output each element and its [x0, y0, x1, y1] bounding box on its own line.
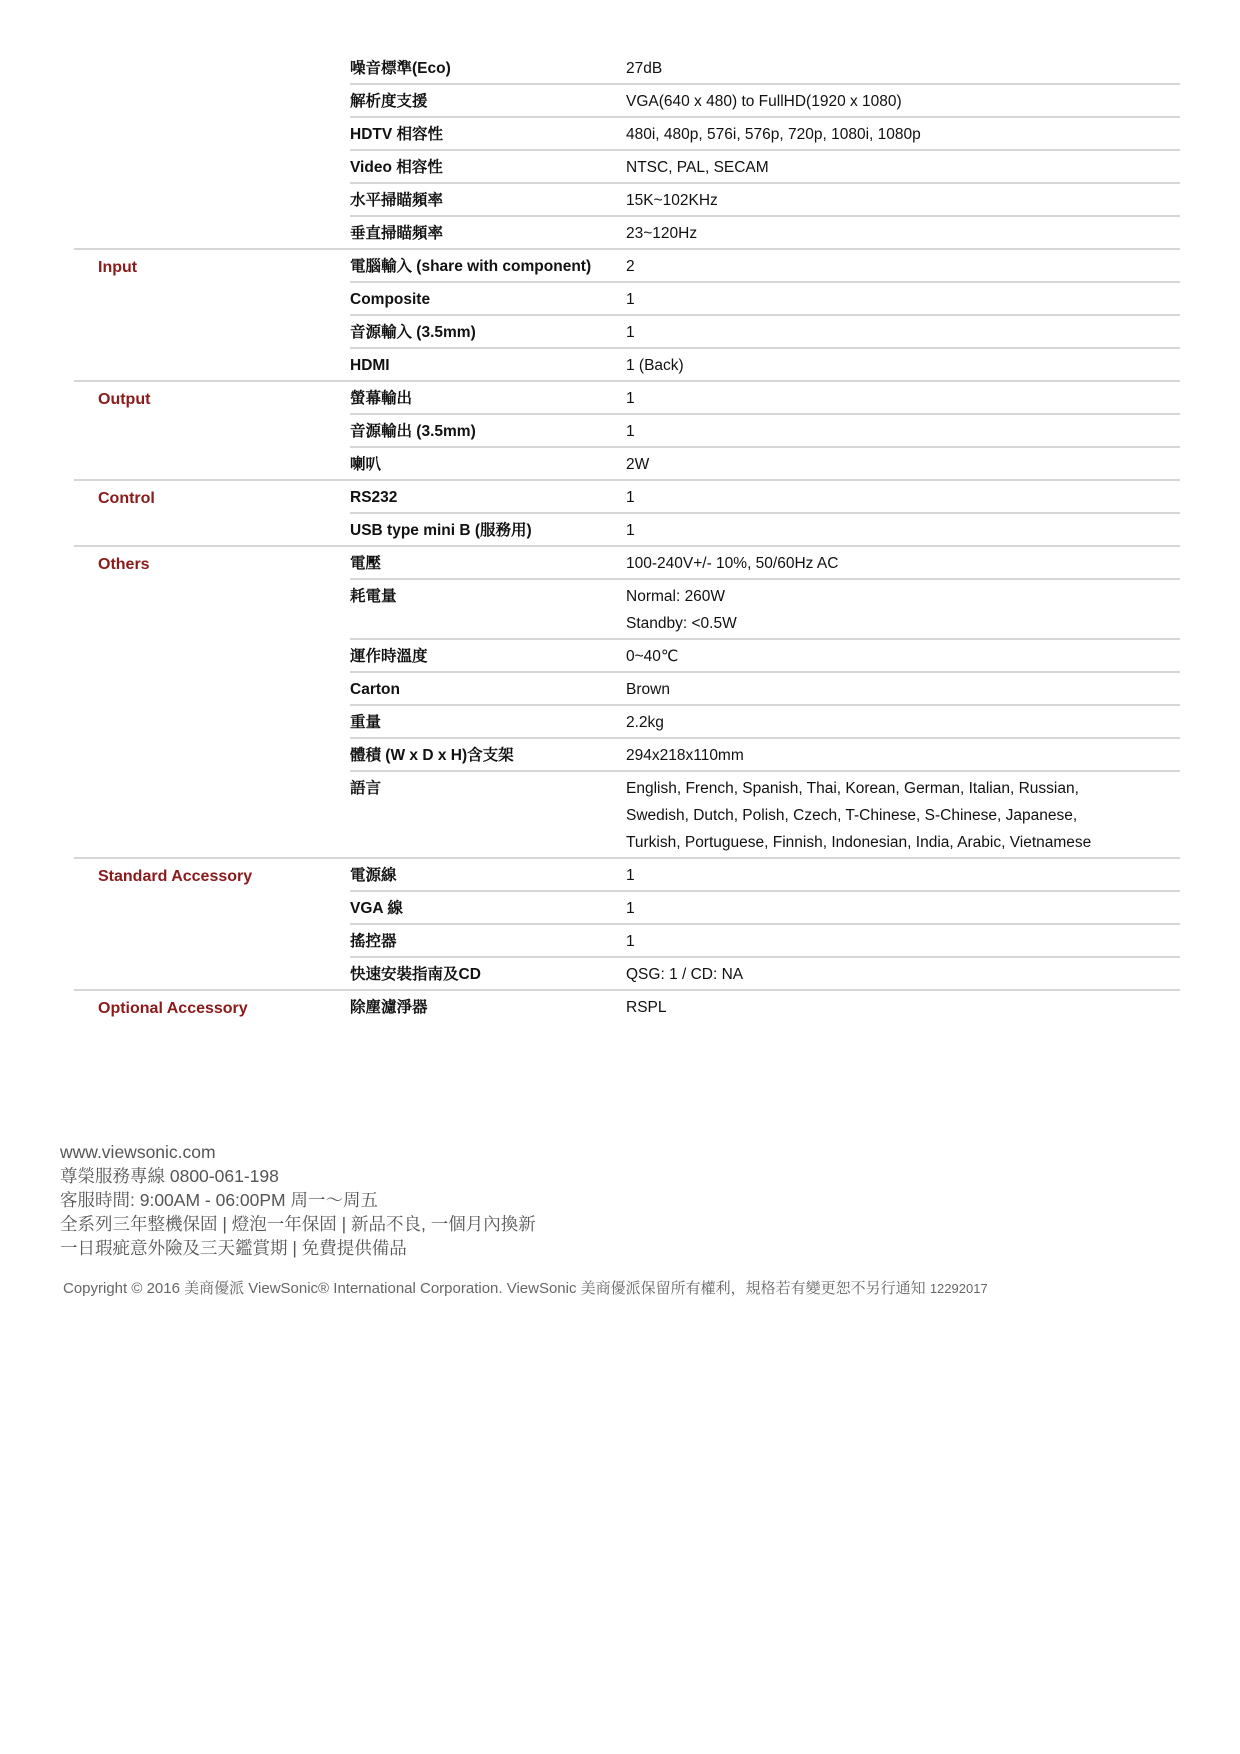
spec-value [626, 52, 1180, 83]
spec-label: 耗電量 [350, 588, 397, 605]
spec-label: 語言 [350, 780, 382, 797]
section-category: Optional Accessory [98, 1000, 248, 1017]
spec-label: 重量 [350, 714, 382, 731]
spec-value-line: 15K~102KHz [626, 192, 718, 209]
spec-label: 電源線 [350, 867, 397, 884]
spec-value [626, 118, 1180, 149]
section-rows [350, 52, 1180, 248]
spec-row [350, 382, 1180, 413]
section-rows [350, 547, 1180, 857]
spec-value-line: English, French, Spanish, Thai, Korean, German, Italian, Russian, [626, 780, 1079, 797]
spec-row [350, 149, 1180, 182]
spec-label: VGA 線 [350, 900, 403, 917]
spec-value-line: 480i, 480p, 576i, 576p, 720p, 1080i, 1080p [626, 126, 921, 143]
section-category: Control [98, 490, 155, 507]
section-rows [350, 859, 1180, 989]
spec-label: 體積 (W x D x H)含支架 [350, 747, 514, 764]
spec-row [350, 446, 1180, 479]
spec-value [626, 184, 1180, 215]
spec-value-line: QSG: 1 / CD: NA [626, 966, 744, 983]
spec-row [350, 956, 1180, 989]
spec-row [350, 281, 1180, 314]
spec-label: Carton [350, 681, 400, 698]
footer-website[interactable]: www.viewsonic.com [60, 1142, 216, 1162]
spec-value [626, 892, 1180, 923]
footer-insurance: 一日瑕疵意外險及三天鑑賞期 | 免費提供備品 [60, 1238, 407, 1258]
spec-label: 電腦輸入 (share with component) [350, 258, 592, 275]
document-code: 12292017 [929, 1281, 988, 1296]
spec-label: 電壓 [350, 555, 382, 572]
spec-value [626, 673, 1180, 704]
spec-value-line: 2W [626, 456, 650, 473]
section-category: Output [98, 391, 151, 408]
spec-section [74, 545, 1180, 857]
spec-row [350, 116, 1180, 149]
spec-value-line: VGA(640 x 480) to FullHD(1920 x 1080) [626, 93, 902, 110]
spec-value-line: Standby: <0.5W [626, 615, 737, 632]
spec-row [350, 770, 1180, 857]
spec-row [350, 512, 1180, 545]
spec-table [74, 52, 1180, 1022]
spec-value [626, 481, 1180, 512]
spec-value [626, 580, 1180, 638]
spec-value [626, 217, 1180, 248]
spec-value-line: RSPL [626, 999, 667, 1016]
spec-row [350, 182, 1180, 215]
spec-label: HDTV 相容性 [350, 126, 444, 143]
section-rows [350, 991, 1180, 1022]
section-rows [350, 250, 1180, 380]
spec-value-line: 27dB [626, 60, 663, 77]
spec-value [626, 859, 1180, 890]
spec-label: 除塵濾淨器 [350, 999, 428, 1016]
spec-label: 運作時溫度 [350, 648, 428, 665]
spec-value [626, 547, 1180, 578]
spec-label: RS232 [350, 489, 398, 506]
spec-row [350, 52, 1180, 83]
spec-value-line: 0~40℃ [626, 648, 679, 665]
footer-warranty: 全系列三年整機保固 | 燈泡一年保固 | 新品不良, 一個月內換新 [60, 1214, 536, 1234]
spec-value [626, 991, 1180, 1022]
spec-value-line: 1 [626, 900, 635, 917]
spec-value-line: 1 [626, 489, 635, 506]
section-category: Input [98, 259, 138, 276]
spec-value [626, 772, 1180, 857]
spec-row [350, 704, 1180, 737]
spec-row [350, 215, 1180, 248]
spec-value [626, 415, 1180, 446]
spec-row [350, 250, 1180, 281]
spec-value-line: Normal: 260W [626, 588, 726, 605]
spec-label: USB type mini B (服務用) [350, 522, 532, 539]
spec-row [350, 547, 1180, 578]
spec-value-line: 2.2kg [626, 714, 664, 731]
spec-row [350, 923, 1180, 956]
spec-row [350, 890, 1180, 923]
spec-row [350, 314, 1180, 347]
spec-row [350, 737, 1180, 770]
spec-label: Video 相容性 [350, 159, 443, 176]
spec-row [350, 83, 1180, 116]
spec-label: Composite [350, 291, 431, 308]
footer-hotline: 尊榮服務專線 0800-061-198 [60, 1166, 279, 1186]
spec-value-line: Brown [626, 681, 670, 698]
spec-label: 解析度支援 [350, 93, 428, 110]
section-rows [350, 481, 1180, 545]
spec-value [626, 250, 1180, 281]
section-category [74, 52, 350, 248]
spec-label: 水平掃瞄頻率 [350, 192, 444, 209]
spec-value [626, 382, 1180, 413]
spec-value [626, 316, 1180, 347]
spec-value-line: 1 [626, 522, 635, 539]
spec-row [350, 578, 1180, 638]
spec-label: 快速安裝指南及CD [350, 966, 481, 983]
spec-section [74, 248, 1180, 380]
spec-value-line: 1 [626, 933, 635, 950]
section-rows [350, 382, 1180, 479]
spec-label: 音源輸出 (3.5mm) [350, 423, 476, 440]
spec-section [74, 380, 1180, 479]
spec-value-line: 1 [626, 324, 635, 341]
spec-row [350, 481, 1180, 512]
spec-value-line: 294x218x110mm [626, 747, 744, 764]
spec-value-line: 100-240V+/- 10%, 50/60Hz AC [626, 555, 839, 572]
spec-value [626, 640, 1180, 671]
spec-value [626, 151, 1180, 182]
spec-row [350, 347, 1180, 380]
spec-section [74, 857, 1180, 989]
spec-row [350, 671, 1180, 704]
spec-value [626, 448, 1180, 479]
spec-value-line: NTSC, PAL, SECAM [626, 159, 769, 176]
spec-value [626, 925, 1180, 956]
spec-row [350, 413, 1180, 446]
section-category: Standard Accessory [98, 868, 253, 885]
copyright-text: Copyright © 2016 美商優派 ViewSonic® International Corporation. ViewSonic 美商優派保留所有權利，規格若有變更恕不另行通知 [63, 1280, 926, 1297]
spec-label: 垂直掃瞄頻率 [350, 225, 444, 242]
spec-row [350, 859, 1180, 890]
spec-row [350, 638, 1180, 671]
spec-label: 噪音標準(Eco) [350, 60, 451, 77]
spec-value [626, 85, 1180, 116]
spec-value-line: 1 [626, 291, 635, 308]
spec-section [74, 989, 1180, 1022]
spec-label: 螢幕輸出 [350, 390, 413, 407]
spec-section [74, 52, 1180, 248]
spec-label: 搖控器 [350, 933, 397, 950]
spec-value [626, 349, 1180, 380]
footer-service-hours: 客服時間: 9:00AM - 06:00PM 周一～周五 [60, 1190, 378, 1210]
section-category: Others [98, 556, 150, 573]
spec-value [626, 283, 1180, 314]
spec-value [626, 514, 1180, 545]
footer [60, 1140, 536, 1260]
spec-section [74, 479, 1180, 545]
spec-value-line: 2 [626, 258, 635, 275]
spec-value-line: 23~120Hz [626, 225, 698, 242]
spec-row [350, 991, 1180, 1022]
spec-label: 音源輸入 (3.5mm) [350, 324, 476, 341]
spec-value-line: 1 [626, 390, 635, 407]
spec-label: HDMI [350, 357, 390, 374]
spec-value-line: 1 [626, 867, 635, 884]
spec-value-line: 1 (Back) [626, 357, 684, 374]
copyright-line [63, 1277, 988, 1298]
spec-value [626, 706, 1180, 737]
spec-value-line: Turkish, Portuguese, Finnish, Indonesian, India, Arabic, Vietnamese [626, 834, 1092, 851]
spec-value-line: 1 [626, 423, 635, 440]
spec-value-line: Swedish, Dutch, Polish, Czech, T-Chinese, S-Chinese, Japanese, [626, 807, 1078, 824]
spec-value [626, 739, 1180, 770]
spec-label: 喇叭 [350, 456, 382, 473]
spec-value [626, 958, 1180, 989]
